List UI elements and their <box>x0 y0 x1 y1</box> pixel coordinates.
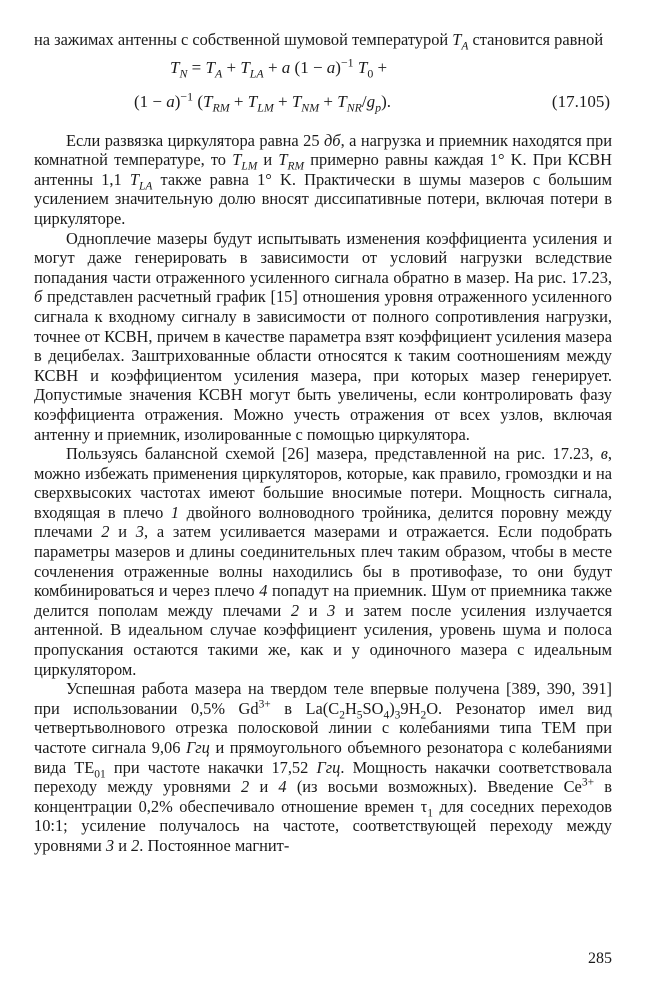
page-number: 285 <box>588 950 612 967</box>
equation-number: (17.105) <box>551 91 610 111</box>
formula-line-1: $T_N = T_A + T_{LA} + a$ $(1 - a)^{-1}$ $T_0$ + <box>170 54 388 80</box>
paragraph-3: Пользуясь балансной схемой [26] мазера, представленной на рис. 17.23, в, можно избежать применения циркуляторов, которые, как правило, громоздки и на сверхвысоких частотах имеют большие вносимые потери. Мощность сигнала, входящая в плечо 1 двойного волноводного тройника, делится поровну между плечами 2 и 3, а затем усиливается мазерами и отражается. Если подобрать параметры мазеров и длины соединительных плеч таким образом, чтобы в месте сочленения отраженные волны находились бы в противофазе, то они будут комбинироваться и через плечо 4 попадут на приемник. Шум от приемника также делится пополам между плечами 2 и 3 и затем после усиления излучается антенной. В идеальном случае коэффициент усиления, уровень шума и полоса пропускания остаются такими же, как и у одиночного мазера с идеальным циркулятором. <box>34 444 612 679</box>
paragraph-intro: на зажимах антенны с собственной шумовой температурой $T_A$ становится равной <box>34 30 604 53</box>
page-body <box>34 30 612 856</box>
formula-17-105 <box>34 54 612 126</box>
paragraph-2: Одноплечие мазеры будут испытывать изменения коэффициента усиления и могут даже генерировать в зависимости от условий нагрузки вследствие попадания части отраженного усиленного сигнала обратно в мазер. На рис. 17.23, б представлен расчетный график [15] отношения уровня отраженного усиленного сигнала к входному сигналу в зависимости от полного сопротивления нагрузки, точнее от КСВН, причем в качестве параметра взят коэффициент усиления мазера в децибелах. Заштрихованные области относятся к таким соотношениям между КСВН и коэффициентом усиления мазера, при которых мазер генерирует. Допустимые значения КСВН могут быть увеличены, если контролировать фазу коэффициента отражения. Можно учесть отражения от всех узлов, включая антенну и приемник, изолированные с помощью циркулятора. <box>34 228 612 444</box>
paragraph-1: Если развязка циркулятора равна 25 дб, а нагрузка и приемник находятся при комнатной температуре, то $T_{LM}$ и $T_{RM}$ примерно равны каждая 1° K. При КСВН антенны 1,1 $T_{LA}$ также равна 1° K. Практически в шумы мазеров с большим усилением значительную долю вносят диссипативные потери, включая потери в циркуляторе. <box>34 130 612 228</box>
formula-line-2: $(1 - a)^{-1}$ $(T_{RM} + T_{LM} + T_{NM} + T_{NR}/g_p)$. <box>134 88 392 114</box>
paragraph-4: Успешная работа мазера на твердом теле впервые получена [389, 390, 391] при использовании 0,5% $Gd^{3+}$ в $La(C_2H_5SO_4)_39H_2O$. Резонатор имел вид четвертьволнового отрезка полосковой линии с колебаниями типа TEM при частоте сигнала 9,06 Ггц и прямоугольного объемного резонатора с колебаниями вида $TE_{01}$ при частоте накачки 17,52 Ггц. Мощность накачки соответствовала переходу между уровнями 2 и 4 (из восьми возможных). Введение $Ce^{3+}$ в концентрации 0,2% обеспечивало отношение времен $\tau_1$ для соседних переходов 10:1; усиление получалось на частоте, соответствующей переходу между уровнями 3 и 2. Постоянное магнит- <box>34 679 612 855</box>
